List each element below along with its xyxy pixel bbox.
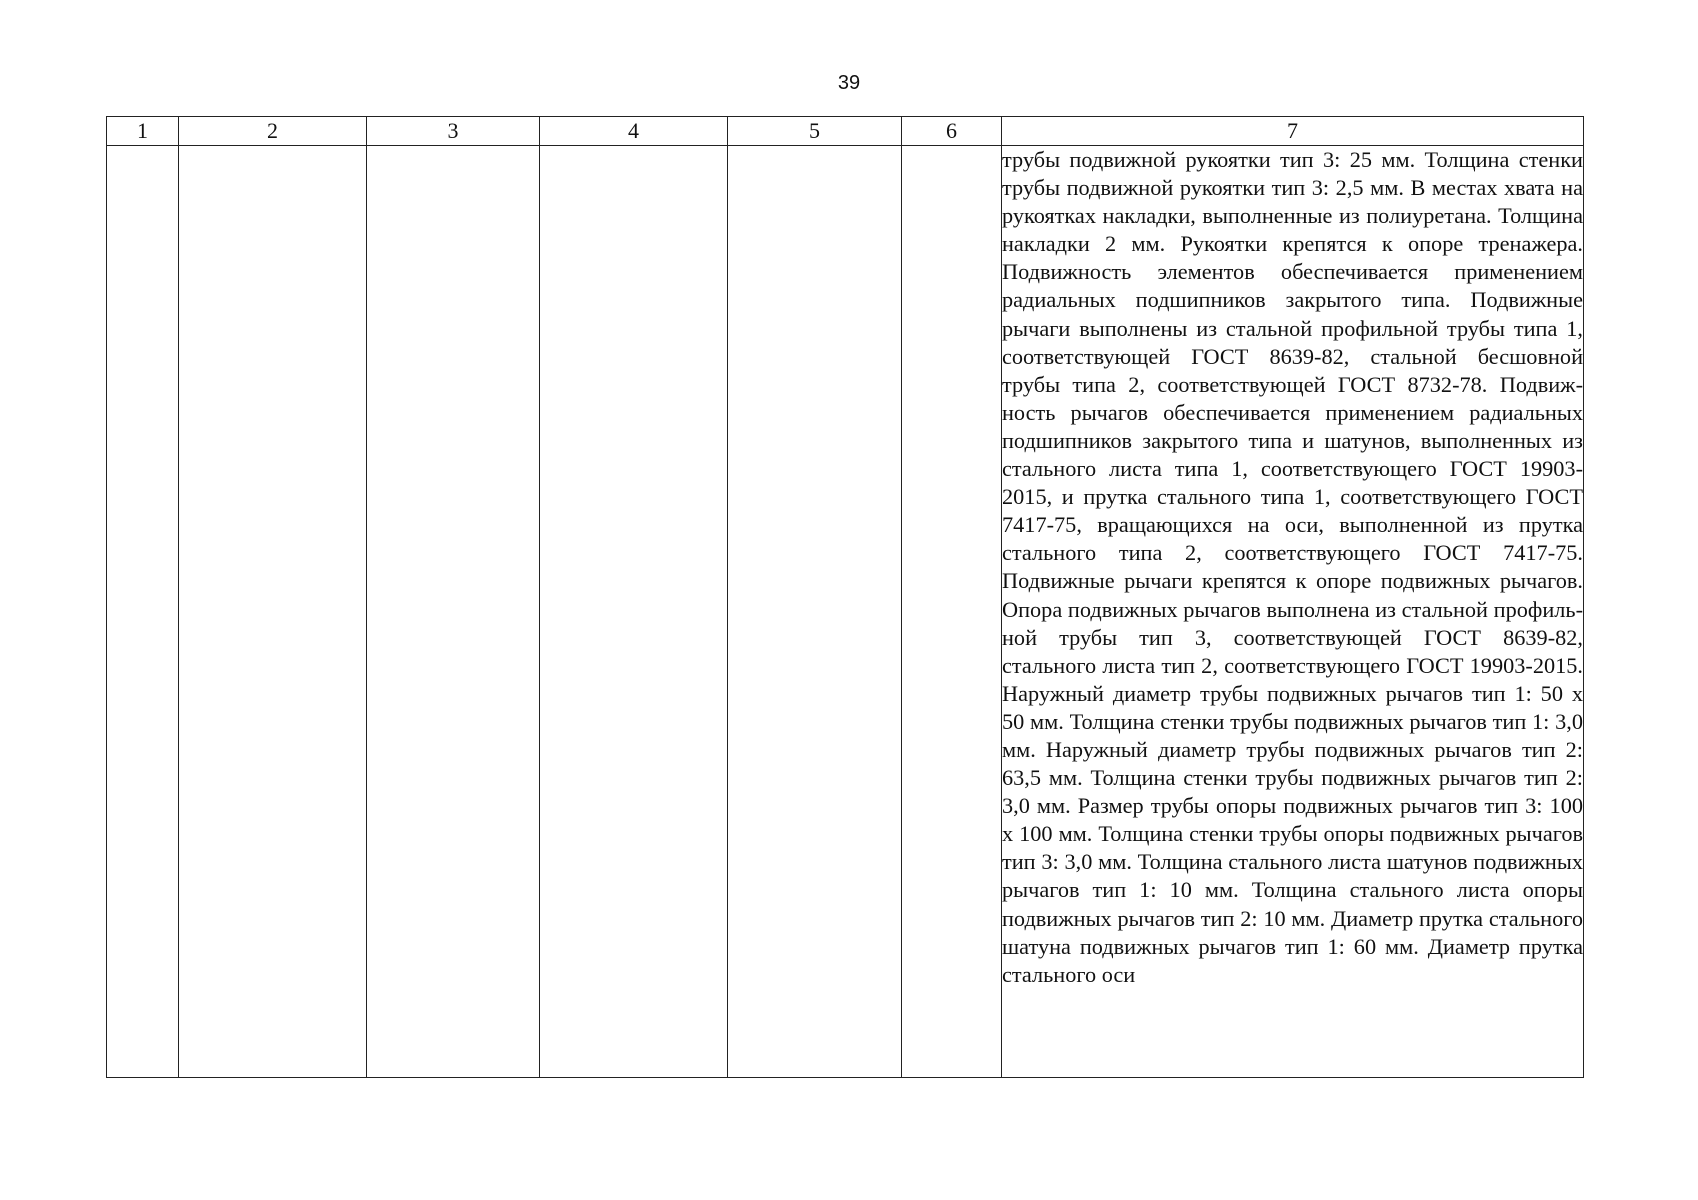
- header-col-6: 6: [902, 117, 1002, 146]
- table-row: [107, 146, 1584, 1078]
- header-col-3: 3: [367, 117, 540, 146]
- header-col-5: 5: [728, 117, 902, 146]
- header-col-4: 4: [540, 117, 728, 146]
- spec-table: [106, 116, 1584, 1078]
- cell-col-1: [107, 146, 179, 1078]
- cell-col-3: [367, 146, 540, 1078]
- cell-col-2: [179, 146, 367, 1078]
- cell-col-6: [902, 146, 1002, 1078]
- header-row: [107, 117, 1584, 146]
- cell-col-5: [728, 146, 902, 1078]
- page-number: 39: [837, 72, 861, 94]
- header-col-1: 1: [107, 117, 179, 146]
- header-col-7: 7: [1002, 117, 1584, 146]
- cell-col-4: [540, 146, 728, 1078]
- cell-col-7-description: трубы подвижной рукоятки тип 3: 25 мм. Толщина стенки трубы подвижной рукоятки тип 3: 2,5 мм. В местах хвата на рукоятках накладки, выполненные из полиуретана. Толщина накладки 2 мм. Рукоятки крепятся к опоре тренажера. Подвижность элементов обеспечивается применением радиальных подшипников закрытого типа. Подвижные рычаги выполнены из стальной профильной трубы типа 1, соответствующей ГОСТ 8639-82, стальной бесшовной трубы типа 2, соответствующей ГОСТ 8732-78. Подвижность рычагов обеспечивается применением радиальных подшипников закрытого типа и шатунов, выполненных из стального листа типа 1, соответствующего ГОСТ 19903-2015, и прутка стального типа 1, соответствующего ГОСТ 7417-75, вращающихся на оси, выполненной из прутка стального типа 2, соответствующего ГОСТ 7417-75. Подвижные рычаги крепятся к опоре подвижных рычагов. Опора подвижных рычагов выполнена из стальной профильной трубы тип 3, соответствующей ГОСТ 8639-82, стального листа тип 2, соответствующего ГОСТ 19903-2015. Наружный диаметр трубы подвижных рычагов тип 1: 50 х 50 мм. Толщина стенки трубы подвижных рычагов тип 1: 3,0 мм. Наружный диаметр трубы подвижных рычагов тип 2: 63,5 мм. Толщина стенки трубы подвижных рычагов тип 2: 3,0 мм. Размер трубы опоры подвижных рычагов тип 3: 100 х 100 мм. Толщина стенки трубы опоры подвижных рычагов тип 3: 3,0 мм. Толщина стального листа шатунов подвижных рычагов тип 1: 10 мм. Толщина стального листа опоры подвижных рычагов тип 2: 10 мм. Диаметр прутка стального шатуна подвижных рычагов тип 1: 60 мм. Диаметр прутка стального оси: [1002, 146, 1584, 1078]
- header-col-2: 2: [179, 117, 367, 146]
